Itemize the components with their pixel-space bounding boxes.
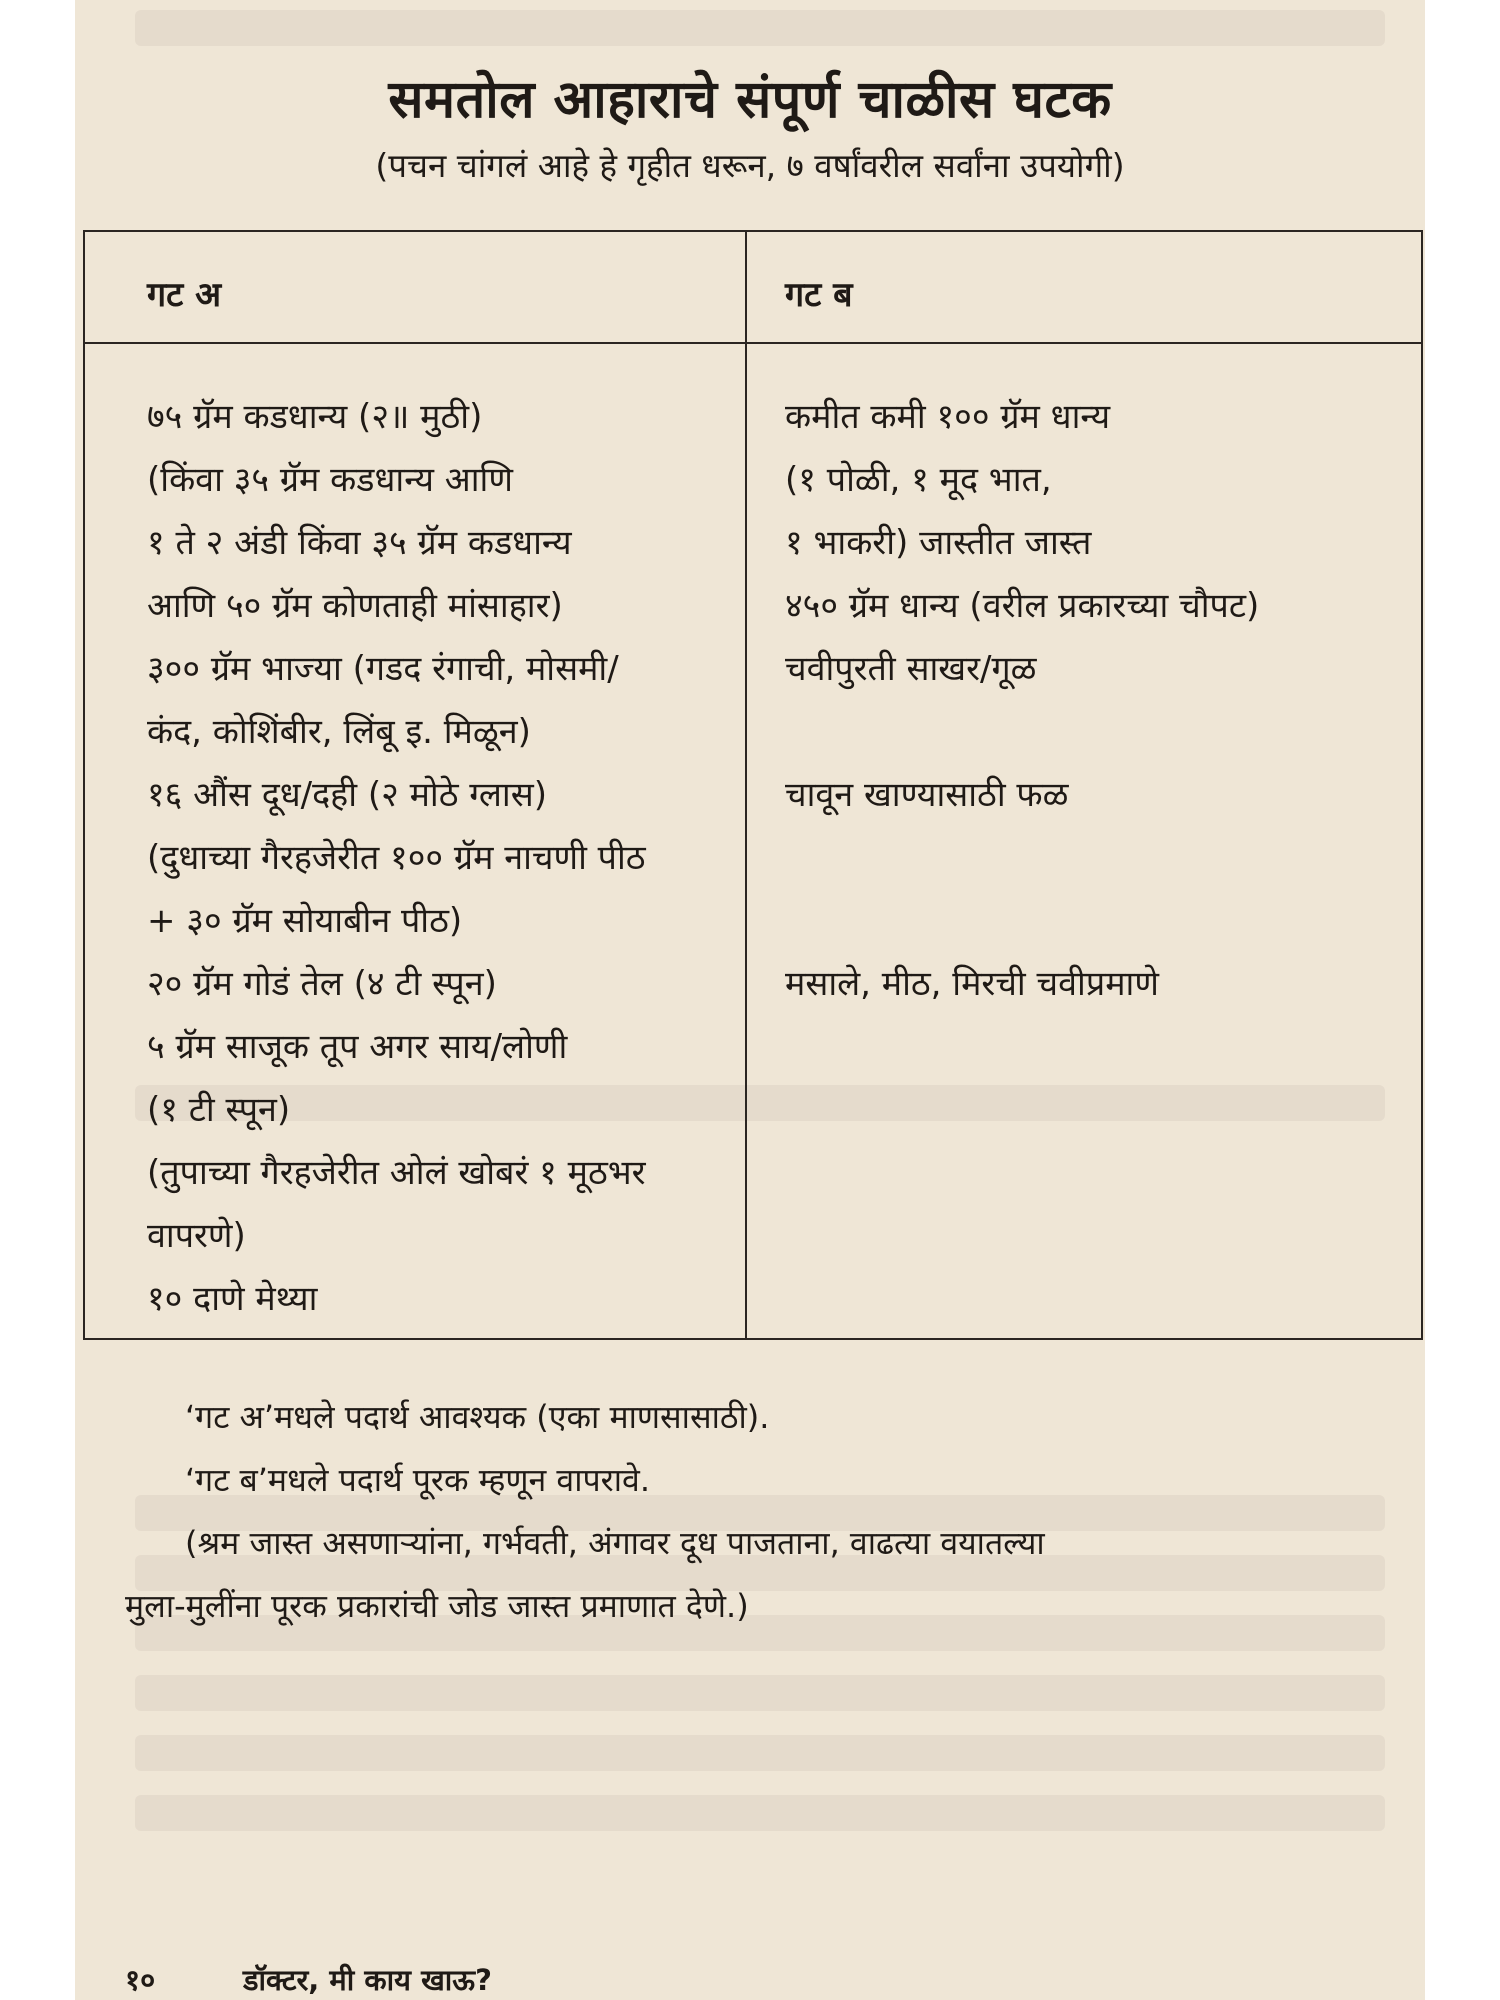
food-groups-table: [83, 230, 1423, 1340]
group-b-line: कमीत कमी १०० ग्रॅम धान्य: [785, 397, 1111, 437]
group-a-line: २० ग्रॅम गोडं तेल (४ टी स्पून): [147, 964, 497, 1004]
group-a-line: (दुधाच्या गैरहजेरीत १०० ग्रॅम नाचणी पीठ: [147, 838, 646, 878]
page-title: समतोल आहाराचे संपूर्ण चाळीस घटक: [388, 70, 1112, 130]
column-divider: [745, 232, 747, 1338]
group-a-line: १६ औंस दूध/दही (२ मोठे ग्लास): [147, 775, 547, 815]
group-b-line: चवीपुरती साखर/गूळ: [785, 649, 1037, 689]
group-a-line: वापरणे): [147, 1216, 246, 1256]
group-a-line: १ ते २ अंडी किंवा ३५ ग्रॅम कडधान्य: [147, 523, 572, 563]
note-extra-needs-cont: मुला-मुलींना पूरक प्रकारांची जोड जास्त प्रमाणात देणे.): [125, 1587, 749, 1625]
group-a-line: ७५ ग्रॅम कडधान्य (२॥ मुठी): [147, 397, 483, 437]
group-a-line: ३०० ग्रॅम भाज्या (गडद रंगाची, मोसमी/: [147, 649, 619, 689]
page-subtitle: (पचन चांगलं आहे हे गृहीत धरून, ७ वर्षांवरील सर्वांना उपयोगी): [375, 146, 1125, 185]
group-a-line: + ३० ग्रॅम सोयाबीन पीठ): [147, 901, 463, 941]
group-a-line: आणि ५० ग्रॅम कोणताही मांसाहार): [147, 586, 563, 626]
show-through-line: [135, 1675, 1385, 1711]
group-a-line: ५ ग्रॅम साजूक तूप अगर साय/लोणी: [147, 1027, 568, 1067]
group-a-line: (१ टी स्पून): [147, 1090, 291, 1130]
note-extra-needs: (श्रम जास्त असणाऱ्यांना, गर्भवती, अंगावर दूध पाजताना, वाढत्या वयातल्या: [185, 1524, 1045, 1562]
note-group-a: ‘गट अ’मधले पदार्थ आवश्यक (एका माणसासाठी).: [185, 1398, 770, 1436]
group-b-line: चावून खाण्यासाठी फळ: [785, 775, 1069, 815]
group-b-line: ४५० ग्रॅम धान्य (वरील प्रकारच्या चौपट): [785, 586, 1260, 626]
group-b-line: मसाले, मीठ, मिरची चवीप्रमाणे: [785, 964, 1159, 1004]
column-header-group-a: गट अ: [147, 275, 222, 315]
group-b-line: १ भाकरी) जास्तीत जास्त: [785, 523, 1092, 563]
page-number: १०: [125, 1963, 156, 1997]
column-header-group-b: गट ब: [785, 275, 853, 315]
header-divider: [85, 342, 1421, 344]
running-footer-book-title: डॉक्टर, मी काय खाऊ?: [243, 1963, 492, 1997]
group-a-line: १० दाणे मेथ्या: [147, 1279, 318, 1319]
group-a-line: कंद, कोशिंबीर, लिंबू इ. मिळून): [147, 712, 531, 752]
group-a-line: (तुपाच्या गैरहजेरीत ओलं खोबरं १ मूठभर: [147, 1153, 646, 1193]
show-through-line: [135, 1795, 1385, 1831]
group-b-line: (१ पोळी, १ मूद भात,: [785, 460, 1052, 500]
show-through-line: [135, 10, 1385, 46]
group-a-line: (किंवा ३५ ग्रॅम कडधान्य आणि: [147, 460, 513, 500]
note-group-b: ‘गट ब’मधले पदार्थ पूरक म्हणून वापरावे.: [185, 1461, 651, 1499]
show-through-line: [135, 1735, 1385, 1771]
book-page: [75, 0, 1425, 2000]
